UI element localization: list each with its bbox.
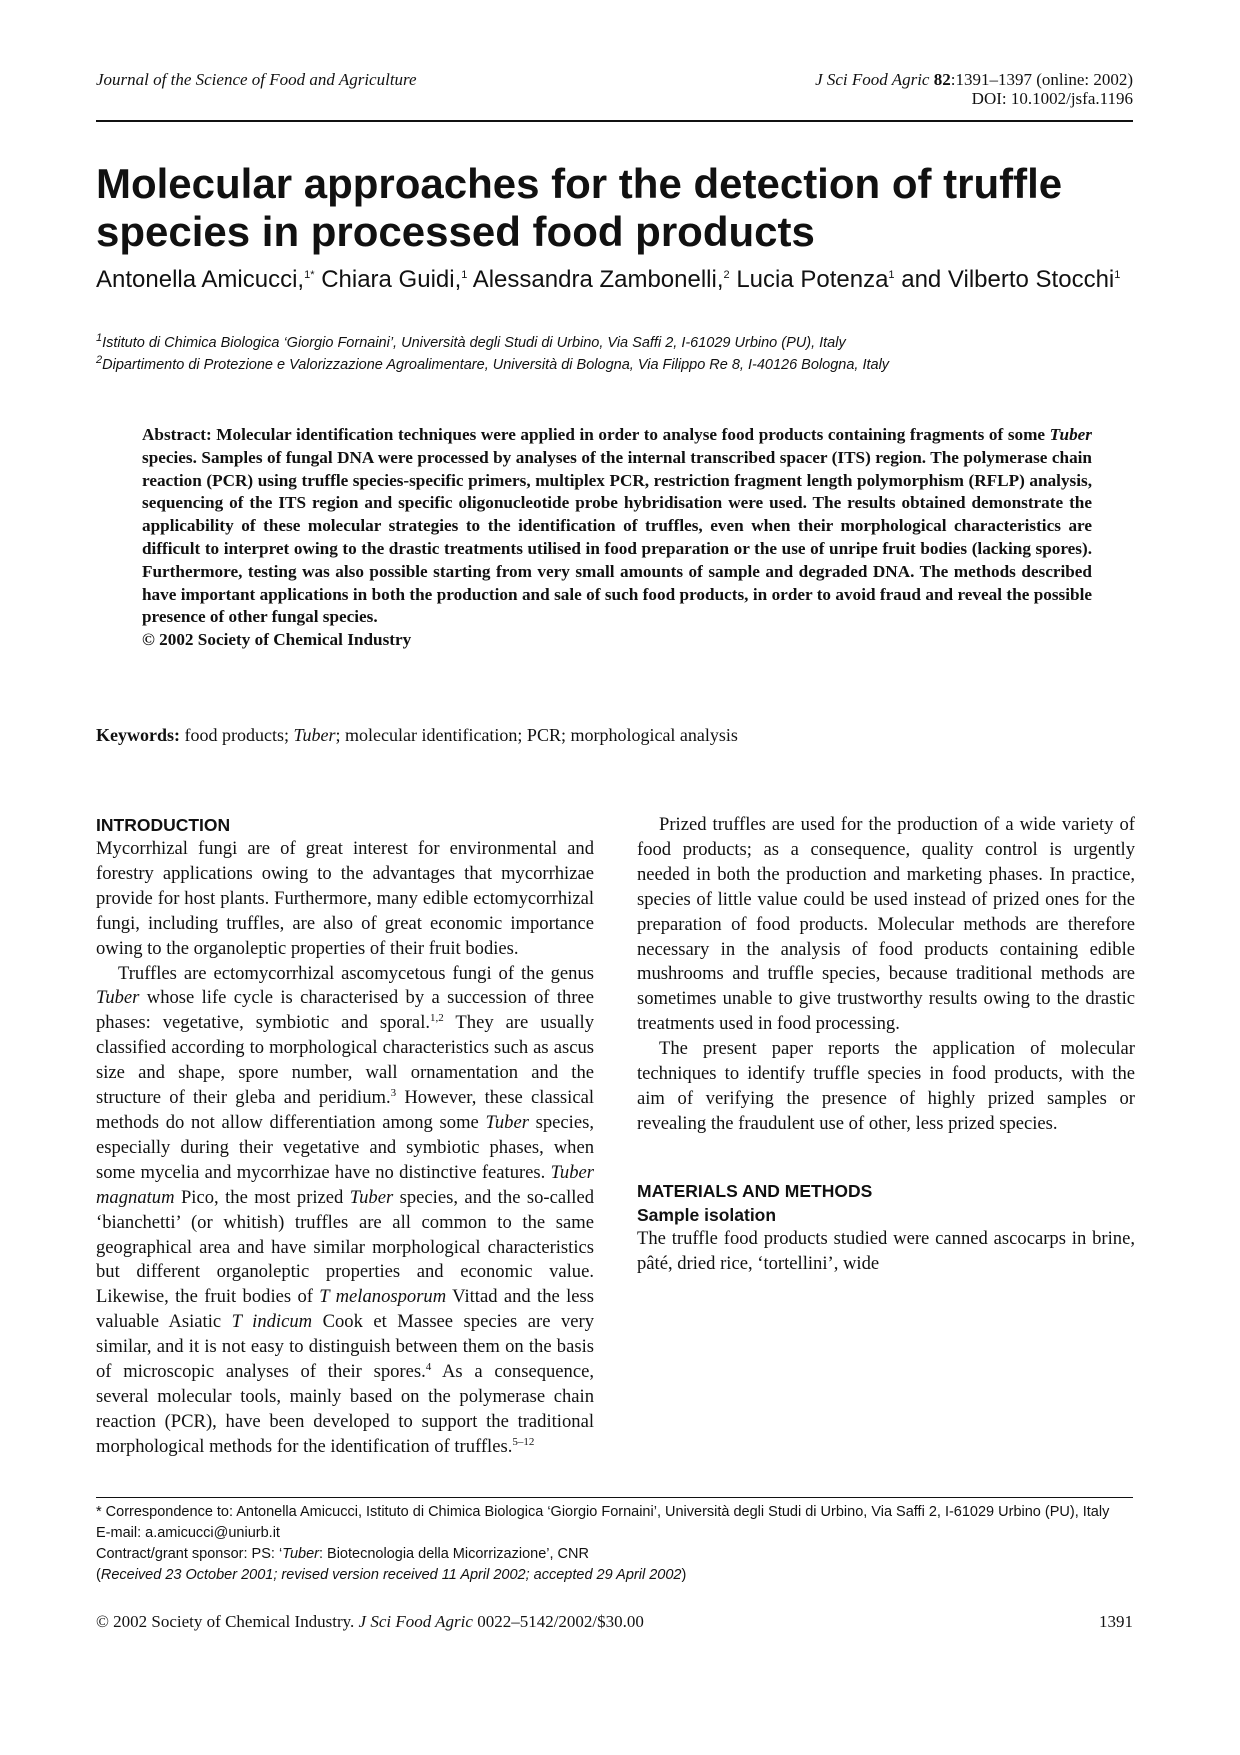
header-rule (96, 120, 1133, 122)
right-column (637, 813, 1135, 1277)
affiliations (96, 332, 1136, 376)
author-list: Antonella Amicucci,$^{1*}$ Chiara Guidi,$^1$ Alessandra Zambonelli,$^2$ Lucia Potenza$^1$ and Vilberto Stocchi$^1$ (96, 266, 1121, 293)
received-dates: (Received 23 October 2001; revised version received 11 April 2002; accepted 29 April 2002) (96, 1567, 687, 1583)
author: and Vilberto Stocchi (901, 266, 1115, 293)
journal-name: Journal of the Science of Food and Agriculture (96, 70, 417, 89)
section-heading-introduction: INTRODUCTION (96, 815, 231, 835)
paragraph: Truffles are ectomycorrhizal ascomycetous fungi of the genus Tuber whose life cycle is characterised by a succession of three phases: vegetative, symbiotic and sporal.$^{1,2}$ They are usually classified according to morphological characteristics such as ascus size and shape, spore number, wall ornamentation and the structure of their gleba and peridium.$^3$ However, these classical methods do not allow differentiation among some Tuber species, especially during their vegetative and symbiotic phases, when some mycelia and mycorrhizae have no distinctive features. Tuber magnatum Pico, the most prized Tuber species, and the so-called ‘bianchetti’ (or whitish) truffles are all common to the same geographical area and have similar morphological characteristics but different organoleptic properties and economic value. Likewise, the fruit bodies of T melanosporum Vittad and the less valuable Asiatic T indicum Cook et Massee species are very similar, and it is not easy to distinguish between them on the basis of microscopic analyses of their spores.$^4$ As a consequence, several molecular tools, mainly based on the polymerase chain reaction (PCR), have been developed to support the traditional morphological methods for the identification of truffles.$^{5-12}$ (96, 962, 595, 1457)
citation-line: J Sci Food Agric 82:1391–1397 (online: 2002) (815, 70, 1133, 89)
subsection-heading: Sample isolation (637, 1204, 777, 1225)
affiliation: $^1$Istituto di Chimica Biologica ‘Giorgio Fornaini’, Università degli Studi di Urbino, Via Saffi 2, I-61029 Urbino (PU), Italy (96, 332, 846, 351)
abstract-label: Abstract: (142, 425, 212, 444)
author: Lucia Potenza (736, 266, 889, 293)
article-title: Molecular approaches for the detection of truffle species in processed food products (96, 160, 1063, 255)
author: Antonella Amicucci, (96, 266, 305, 293)
left-column (96, 813, 594, 1460)
section-heading-methods: MATERIALS AND METHODS (637, 1180, 873, 1201)
keywords-label: Keywords: (96, 725, 180, 745)
email: E-mail: a.amicucci@uniurb.it (96, 1525, 280, 1541)
paragraph: The truffle food products studied were canned ascocarps in brine, pâté, dried rice, ‘tortellini’, wide (637, 1227, 1135, 1274)
author: Chiara Guidi, (321, 266, 462, 293)
correspondence: * Correspondence to: Antonella Amicucci, Istituto di Chimica Biologica ‘Giorgio Fornaini’, Università degli Studi di Urbino, Via Saffi 2, I-61029 Urbino (PU), Italy (96, 1504, 1110, 1520)
affiliation: $^2$Dipartimento di Protezione e Valorizzazione Agroalimentare, Università di Bologna, Via Filippo Re 8, I-40126 Bologna, Italy (96, 354, 890, 373)
keywords: Keywords: food products; Tuber; molecular identification; PCR; morphological analysis (96, 725, 738, 745)
citation-block (815, 70, 1133, 108)
paragraph: Mycorrhizal fungi are of great interest for environmental and forestry applications owing to the advantages that mycorrhizae provide for host plants. Furthermore, many edible ectomycorrhizal fungi, including truffles, are also of great economic importance owing to the organoleptic properties of their fruit bodies. (96, 838, 594, 959)
paragraph: Prized truffles are used for the production of a wide variety of food products; as a consequence, quality control is urgently needed in both the production and marketing phases. In practice, species of little value could be used instead of prized ones for the preparation of food products. Molecular methods are therefore necessary in the analysis of food products containing edible mushrooms and truffle species, because traditional methods are sometimes unable to give trustworthy results owing to the drastic treatments used in food processing. (637, 814, 1135, 1035)
page-number: 1391 (1099, 1612, 1133, 1631)
abstract: Abstract: Molecular identification techniques were applied in order to analyse food products containing fragments of some Tuber species. Samples of fungal DNA were processed by analyses of the internal transcribed spacer (ITS) region. The polymerase chain reaction (PCR) using truffle species-specific primers, multiplex PCR, restriction fragment length polymorphism (RFLP) analysis, sequencing of the ITS region and specific oligonucleotide probe hybridisation were used. The results obtained demonstrate the applicability of these molecular strategies to the identification of truffles, even when their morphological characteristics are difficult to interpret owing to the drastic treatments utilised in food preparation or the use of unripe fruit bodies (lacking spores). Furthermore, testing was also possible starting from very small amounts of sample and degraded DNA. The methods described have important applications in both the production and sale of such food products, in order to avoid fraud and reveal the possible presence of other fungal species. © 2002 Society of Chemical Industry (142, 424, 1092, 652)
footnotes (96, 1502, 1136, 1586)
grant-sponsor: Contract/grant sponsor: PS: ‘Tuber: Biotecnologia della Micorrizazione’, CNR (96, 1546, 589, 1562)
abstract-copyright: © 2002 Society of Chemical Industry (142, 630, 412, 650)
footnote-rule (96, 1497, 1133, 1498)
doi: DOI: 10.1002/jsfa.1196 (971, 89, 1133, 108)
paragraph: The present paper reports the application of molecular techniques to identify truffle species in food products, with the aim of verifying the presence of highly prized samples or revealing the fraudulent use of other, less prized species. (637, 1038, 1135, 1134)
footer-copyright: © 2002 Society of Chemical Industry. J Sci Food Agric 0022–5142/2002/$30.00 (96, 1612, 644, 1631)
author: Alessandra Zambonelli, (472, 266, 724, 293)
